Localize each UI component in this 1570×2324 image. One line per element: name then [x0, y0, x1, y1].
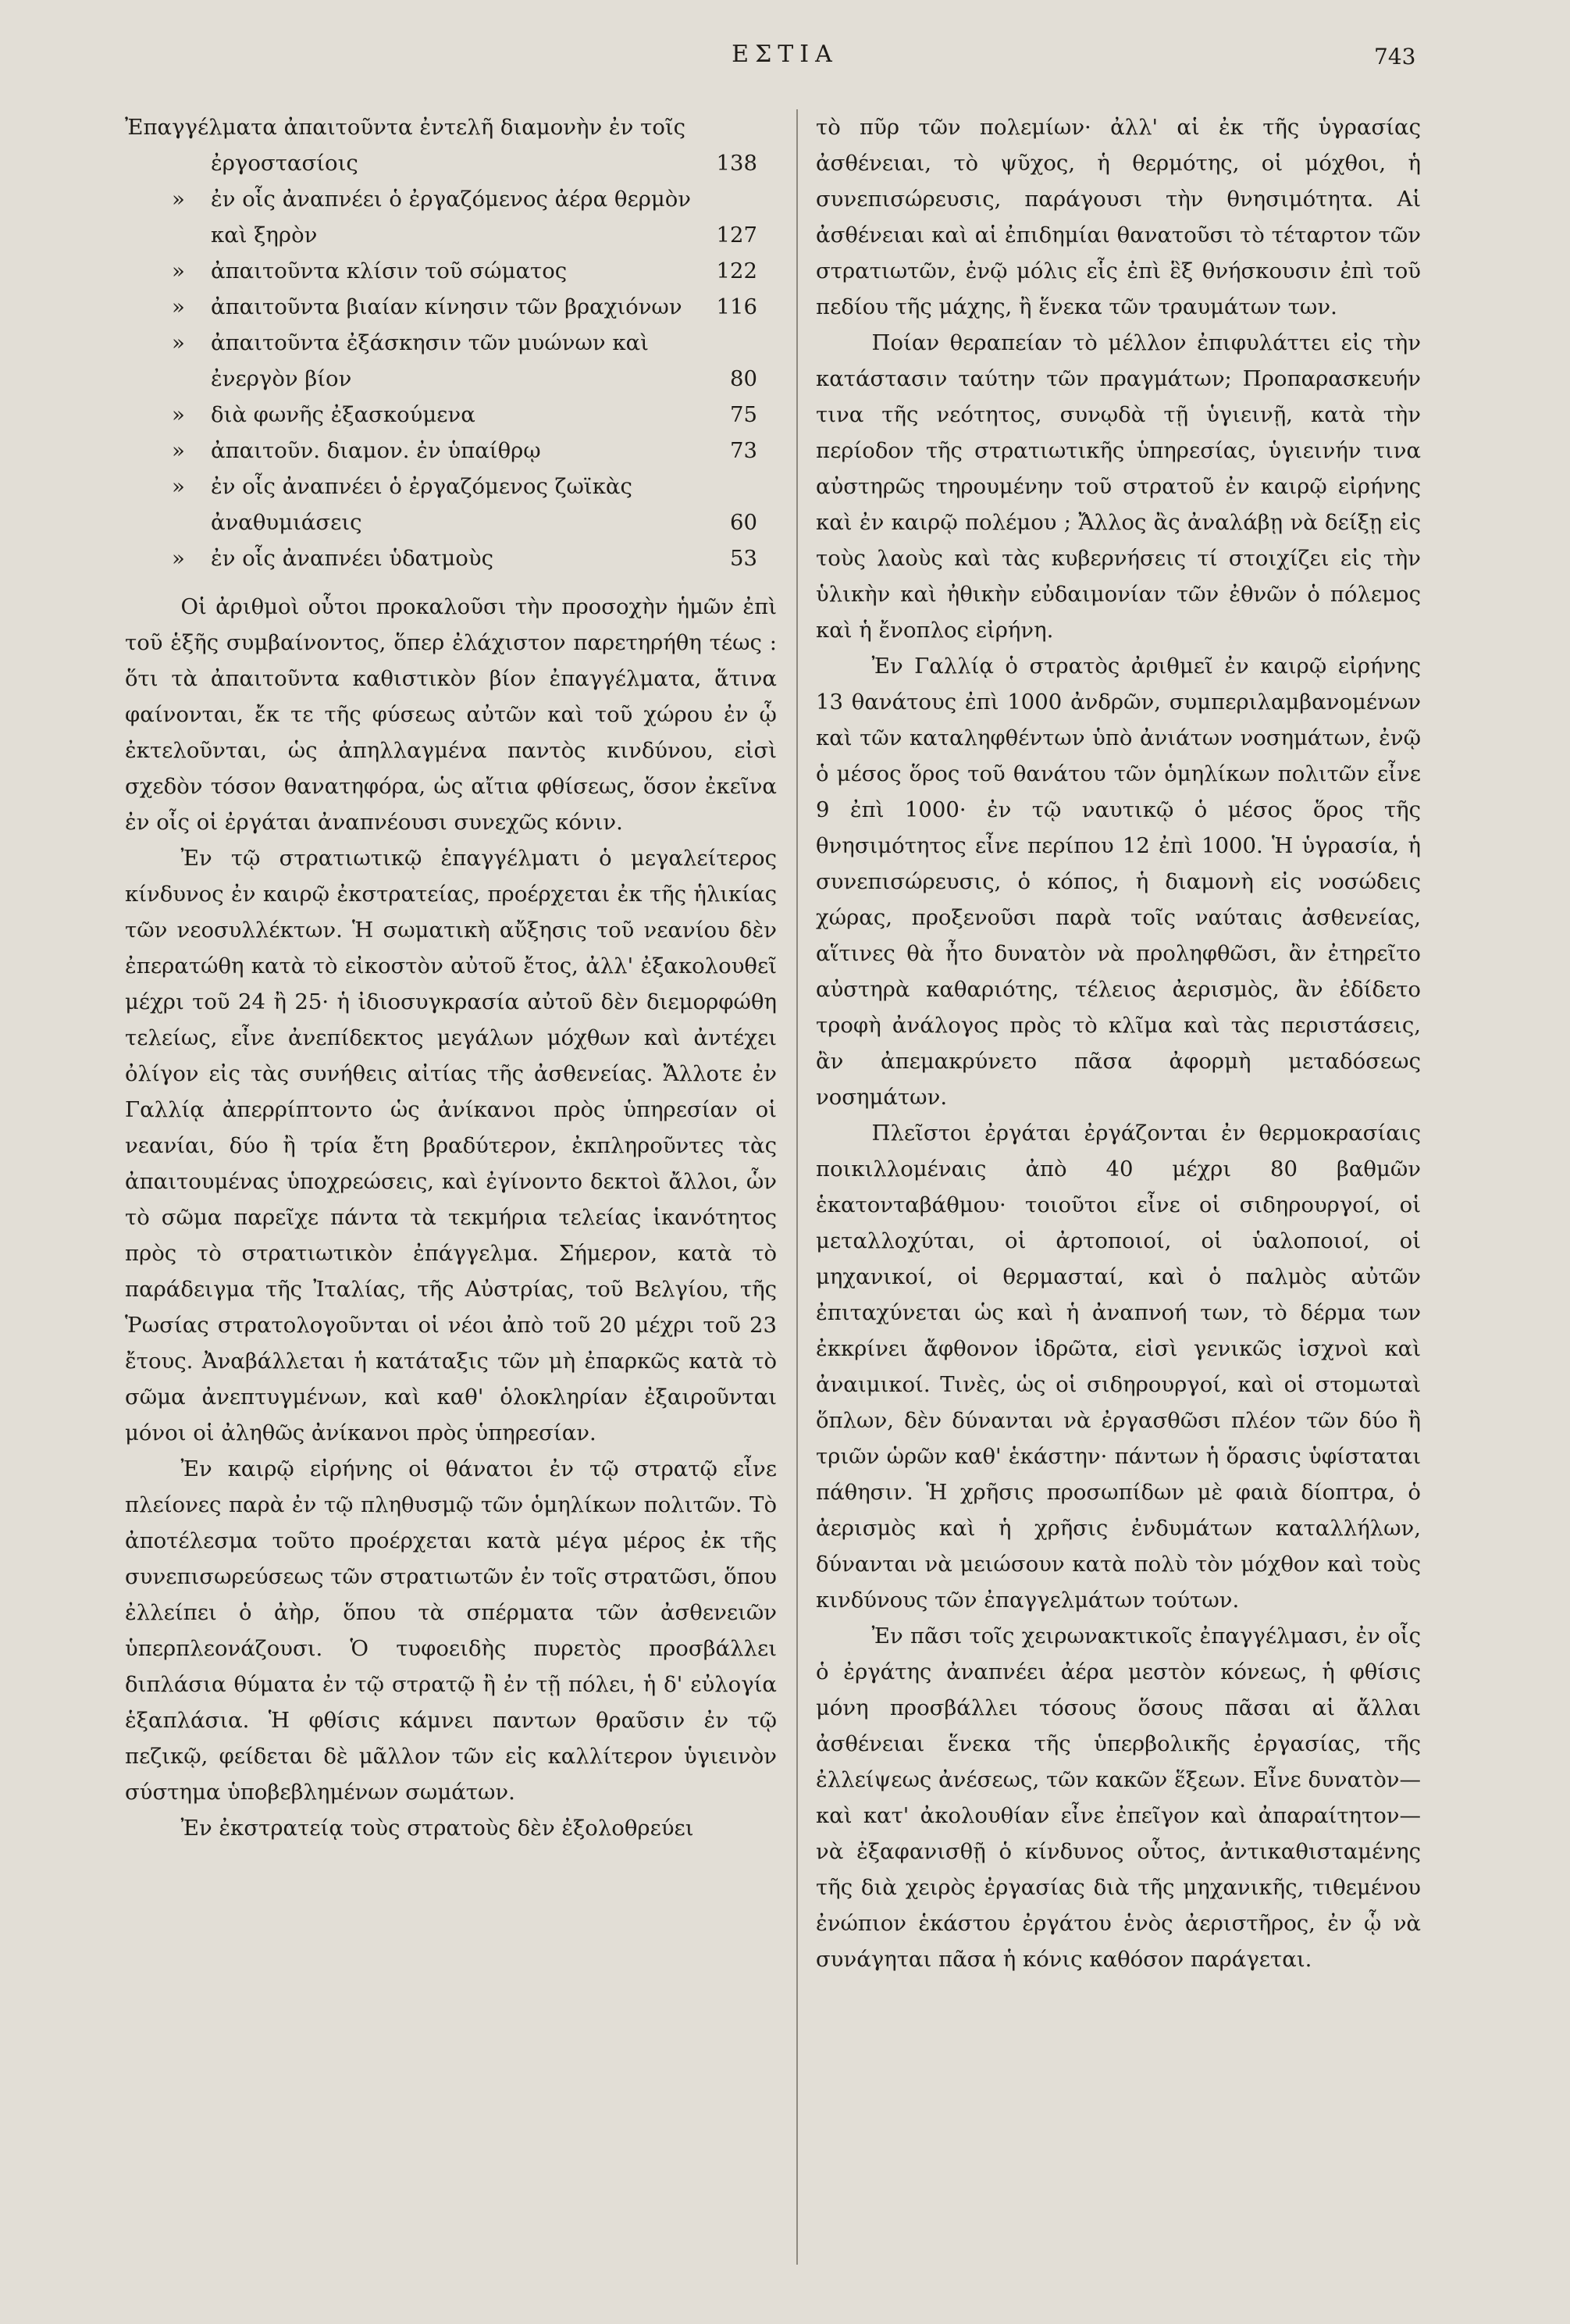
body-paragraph: Οἱ ἀριθμοὶ οὗτοι προκαλοῦσι τὴν προσοχὴν ἡμῶν ἐπὶ τοῦ ἑξῆς συμβαίνοντος, ὅπερ ἐλάχιστον παρετηρήθη τέως : ὅτι τὰ ἀπαιτοῦντα καθιστικὸν βίον ἐπαγγέλματα, ἅτινα φαίνονται, ἔκ τε τῆς φύσεως αὐτῶν καὶ τοῦ χώρου ἐν ᾧ ἐκτελοῦνται, ὡς ἀπηλλαγμένα παντὸς κινδύνου, εἰσὶ σχεδὸν τόσον θανατηφόρα, ὡς αἴτια φθίσεως, ὅσον ἐκεῖνα ἐν οἷς οἱ ἐργάται ἀναπνέουσι συνεχῶς κόνιν. — [125, 594, 777, 835]
ditto-mark: » — [172, 258, 185, 283]
list-item-number: 53 — [730, 546, 757, 571]
list-item — [125, 325, 777, 397]
list-item-text: ἀπαιτοῦν. διαμον. ἐν ὑπαίθρῳ — [211, 438, 541, 463]
body-paragraph: Ἐν τῷ στρατιωτικῷ ἐπαγγέλματι ὁ μεγαλείτερος κίνδυνος ἐν καιρῷ ἐκστρατείας, προέρχεται ἐκ τῆς ἡλικίας τῶν νεοσυλλέκτων. Ἡ σωματικὴ αὔξησις τοῦ νεανίου δὲν ἐπερατώθη κατὰ τὸ εἰκοστὸν αὐτοῦ ἔτος, ἀλλ' ἐξακολουθεῖ μέχρι τοῦ 24 ἢ 25· ἡ ἰδιοσυγκρασία αὐτοῦ δὲν διεμορφώθη τελείως, εἶνε ἀνεπίδεκτος μεγάλων μόχθων καὶ ἀντέχει ὀλίγον εἰς τὰς συνήθεις αἰτίας τῆς ἀσθενείας. Ἄλλοτε ἐν Γαλλίᾳ ἀπερρίπτοντο ὡς ἀνίκανοι πρὸς ὑπηρεσίαν οἱ νεανίαι, δύο ἢ τρία ἔτη βραδύτερον, ἐκπληροῦντες τὰς ἀπαιτουμένας ὑποχρεώσεις, καὶ ἐγίνοντο δεκτοὶ ἄλλοι, ὧν τὸ σῶμα παρεῖχε πάντα τὰ τεκμήρια τελείας ἱκανότητος πρὸς τὸ στρατιωτικὸν ἐπάγγελμα. Σήμερον, κατὰ τὸ παράδειγμα τῆς Ἰταλίας, τῆς Αὐστρίας, τοῦ Βελγίου, τῆς Ῥωσίας στρατολογοῦνται οἱ νέοι ἀπὸ τοῦ 20 μέχρι τοῦ 23 ἔτους. Ἀναβάλλεται ἡ κατάταξις τῶν μὴ ἐπαρκῶς κατὰ τὸ σῶμα ἀνεπτυγμένων, καὶ καθ' ὁλοκληρίαν ἐξαιροῦνται μόνοι οἱ ἀληθῶς ἀνίκανοι πρὸς ὑπηρεσίαν. — [125, 846, 777, 1445]
list-item-text: διὰ φωνῆς ἐξασκούμενα — [211, 402, 475, 427]
list-item-text: ἐν οἷς ἀναπνέει ὁ ἐργαζόμενος ἀέρα θερμὸν καὶ ξηρὸν — [211, 187, 692, 248]
list-item-number: 116 — [716, 294, 757, 319]
list-item-number: 80 — [730, 366, 757, 391]
list-item — [125, 469, 777, 540]
list-item-text: ἐν οἷς ἀναπνέει ὁ ἐργαζόμενος ζωϊκὰς ἀναθυμιάσεις — [211, 474, 632, 535]
body-paragraph: Ἐν ἐκστρατείᾳ τοὺς στρατοὺς δὲν ἐξολοθρεύει — [180, 1816, 694, 1841]
list-item — [125, 253, 777, 289]
body-paragraph: Ἐν πᾶσι τοῖς χειρωνακτικοῖς ἐπαγγέλμασι, ἐν οἷς ὁ ἐργάτης ἀναπνέει ἀέρα μεστὸν κόνεως, ἡ φθίσις μόνη προσβάλλει τόσους ὅσους πᾶσαι αἱ ἄλλαι ἀσθένειαι ἕνεκα τῆς ὑπερβολικῆς ἐργασίας, τῆς ἐλλείψεως ἀνέσεως, τῶν κακῶν ἕξεων. Εἶνε δυνατὸν—καὶ κατ' ἀκολουθίαν εἶνε ἐπεῖγον καὶ ἀπαραίτητον—νὰ ἐξαφανισθῇ ὁ κίνδυνος οὗτος, ἀντικαθισταμένης τῆς διὰ χειρὸς ἐργασίας διὰ τῆς μηχανικῆς, τιθεμένου ἐνώπιον ἑκάστου ἐργάτου ἑνὸς ἀεριστῆρος, ἐν ᾧ νὰ συνάγηται πᾶσα ἡ κόνις καθόσον παράγεται. — [816, 1624, 1421, 1972]
running-header-title: ΕΣΤΙΑ — [732, 41, 838, 68]
list-item — [125, 540, 777, 576]
list-item-number: 122 — [716, 258, 757, 283]
ditto-mark: » — [172, 294, 185, 319]
list-item — [125, 181, 777, 253]
body-paragraph: Ἐν καιρῷ εἰρήνης οἱ θάνατοι ἐν τῷ στρατῷ εἶνε πλείονες παρὰ ἐν τῷ πληθυσμῷ τῶν ὁμηλίκων πολιτῶν. Τὸ ἀποτέλεσμα τοῦτο προέρχεται κατὰ μέγα μέρος ἐκ τῆς συνεπισωρεύσεως τῶν στρατιωτῶν ἐν τοῖς στρατῶσι, ὅπου ἐλλείπει ὁ ἀὴρ, ὅπου τὰ σπέρματα τῶν ἀσθενειῶν ὑπερπλεονάζουσι. Ὁ τυφοειδὴς πυρετὸς προσβάλλει διπλάσια θύματα ἐν τῷ στρατῷ ἢ ἐν τῇ πόλει, ἡ δ' εὐλογία ἑξαπλάσια. Ἡ φθίσις κάμνει παντων θραῦσιν ἐν τῷ πεζικῷ, φείδεται δὲ μᾶλλον τῶν εἰς καλλίτερον ὑγιεινὸν σύστημα ὑποβεβλημένων σωμάτων. — [125, 1456, 777, 1805]
left-column — [125, 109, 777, 1846]
list-item — [125, 397, 777, 433]
column-divider — [796, 109, 798, 2265]
ditto-mark: » — [172, 546, 185, 571]
list-item-number: 127 — [716, 223, 757, 248]
ditto-mark: » — [172, 402, 185, 427]
list-item — [125, 433, 777, 469]
list-item-number: 138 — [716, 151, 757, 176]
ditto-mark: » — [172, 187, 185, 212]
list-item-number: 60 — [730, 510, 757, 535]
list-item-number: 75 — [730, 402, 757, 427]
list-item-text: ἀπαιτοῦντα βιαίαν κίνησιν τῶν βραχιόνων — [211, 294, 682, 319]
ditto-mark: » — [172, 474, 185, 499]
list-item — [125, 109, 777, 181]
body-paragraph: Ἐν Γαλλίᾳ ὁ στρατὸς ἀριθμεῖ ἐν καιρῷ εἰρήνης 13 θανάτους ἐπὶ 1000 ἀνδρῶν, συμπεριλαμβανομένων καὶ τῶν καταληφθέντων ὑπὸ ἀνιάτων νοσημάτων, ἐνῷ ὁ μέσος ὅρος τοῦ θανάτου τῶν ὁμηλίκων πολιτῶν εἶνε 9 ἐπὶ 1000· ἐν τῷ ναυτικῷ ὁ μέσος ὅρος τῆς θνησιμότητος εἶνε περίπου 12 ἐπὶ 1000. Ἡ ὑγρασία, ἡ συνεπισώρευσις, ὁ κόπος, ἡ διαμονὴ εἰς νοσώδεις χώρας, προξενοῦσι παρὰ τοῖς ναύταις ἀσθενείας, αἵτινες θὰ ἦτο δυνατὸν νὰ προληφθῶσι, ἂν ἐτηρεῖτο αὐστηρὰ καθαριότης, τέλειος ἀερισμὸς, ἂν ἐδίδετο τροφὴ ἀνάλογος πρὸς τὸ κλῖμα καὶ τὰς περιστάσεις, ἂν ἀπεμακρύνετο πᾶσα ἀφορμὴ μεταδόσεως νοσημάτων. — [816, 654, 1421, 1110]
occupation-mortality-list — [125, 109, 777, 576]
list-item-text: Ἐπαγγέλματα ἀπαιτοῦντα ἐντελῆ διαμονὴν ἐν τοῖς ἐργοστασίοις — [125, 115, 686, 176]
right-column — [816, 109, 1421, 1977]
list-item-text: ἐν οἷς ἀναπνέει ὑδατμοὺς — [211, 546, 493, 571]
ditto-mark: » — [172, 330, 185, 355]
body-paragraph: Ποίαν θεραπείαν τὸ μέλλον ἐπιφυλάττει εἰς τὴν κατάστασιν ταύτην τῶν πραγμάτων; Προπαρασκευήν τινα τῆς νεότητος, συνῳδὰ τῇ ὑγιεινῇ, κατὰ τὴν περίοδον τῆς στρατιωτικῆς ὑπηρεσίας, ὑγιεινήν τινα αὐστηρῶς τηρουμένην τοῦ στρατοῦ ἐν καιρῷ εἰρήνης καὶ ἐν καιρῷ πολέμου ; Ἄλλος ἂς ἀναλάβῃ νὰ δείξῃ εἰς τοὺς λαοὺς καὶ τὰς κυβερνήσεις τί στοιχίζει εἰς τὴν ὑλικὴν καὶ ἠθικὴν εὐδαιμονίαν τῶν ἐθνῶν ὁ πόλεμος καὶ ἡ ἔνοπλος εἰρήνη. — [816, 330, 1421, 643]
list-item-text: ἀπαιτοῦντα κλίσιν τοῦ σώματος — [211, 258, 568, 283]
body-paragraph: Πλεῖστοι ἐργάται ἐργάζονται ἐν θερμοκρασίαις ποικιλλομέναις ἀπὸ 40 μέχρι 80 βαθμῶν ἑκατονταβάθμου· τοιοῦτοι εἶνε οἱ σιδηρουργοί, οἱ μεταλλοχύται, οἱ ἀρτοποιοί, οἱ ὑαλοποιοί, οἱ μηχανικοί, οἱ θερμασταί, καὶ ὁ παλμὸς αὐτῶν ἐπιταχύνεται ὡς καὶ ἡ ἀναπνοή των, τὸ δέρμα των ἐκκρίνει ἄφθονον ἱδρῶτα, εἰσὶ γενικῶς ἰσχνοὶ καὶ ἀναιμικοί. Τινὲς, ὡς οἱ σιδηρουργοί, καὶ οἱ στομωταὶ ὅπλων, δὲν δύνανται νὰ ἐργασθῶσι πλέον τῶν δύο ἢ τριῶν ὡρῶν καθ' ἑκάστην· πάντων ἡ ὅρασις ὑφίσταται πάθησιν. Ἡ χρῆσις προσωπίδων μὲ φαιὰ δίοπτρα, ὁ ἀερισμὸς καὶ ἡ χρῆσις ἐνδυμάτων καταλλήλων, δύνανται νὰ μειώσουν κατὰ πολὺ τὸν μόχθον καὶ τοὺς κινδύνους τῶν ἐπαγγελμάτων τούτων. — [816, 1121, 1421, 1613]
ditto-mark: » — [172, 438, 185, 463]
list-item-text: ἀπαιτοῦντα ἐξάσκησιν τῶν μυώνων καὶ ἐνεργὸν βίον — [211, 330, 649, 391]
page-number: 743 — [1374, 44, 1416, 70]
list-item — [125, 289, 777, 325]
body-paragraph: τὸ πῦρ τῶν πολεμίων· ἀλλ' αἱ ἐκ τῆς ὑγρασίας ἀσθένειαι, τὸ ψῦχος, ἡ θερμότης, οἱ μόχθοι, ἡ συνεπισώρευσις, παράγουσι τὴν θνησιμότητα. Αἱ ἀσθένειαι καὶ αἱ ἐπιδημίαι θανατοῦσι τὸ τέταρτον τῶν στρατιωτῶν, ἐνῷ μόλις εἷς ἐπὶ ἓξ θνήσκουσιν ἐπὶ τοῦ πεδίου τῆς μάχης, ἢ ἕνεκα τῶν τραυμάτων των. — [816, 115, 1421, 319]
list-item-number: 73 — [730, 438, 757, 463]
